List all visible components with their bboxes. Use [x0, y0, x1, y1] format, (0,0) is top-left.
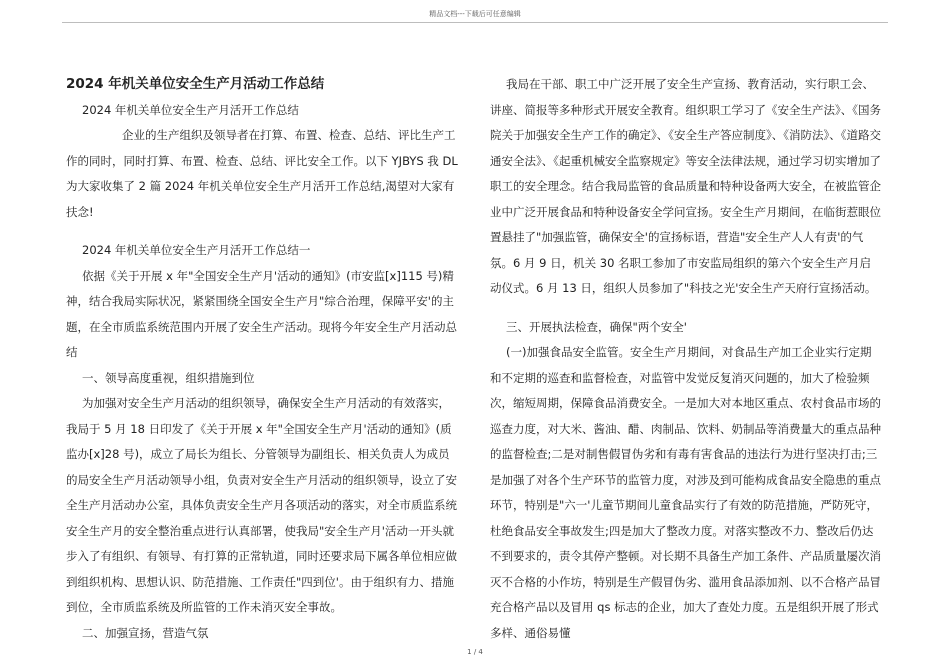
right-column [490, 72, 882, 646]
paragraph-food-safety: (一)加强食品安全监管。安全生产月期间，对食品生产加工企业实行定期和不定期的巡查和监督检查，对监管中发觉反复消灭问题的，加大了检验频次，缩短周期，保障食品消费安全。一是加大对本地区重点、农村食品市场的巡查力度，对大米、酱油、醋、肉制品、饮料、奶制品等消费量大的重点品种的监督检查;二是对制售假冒伪劣和有毒有害食品的违法行为进行坚决打击;三是加强了对各个生产环节的监管力度，对涉及到可能构成食品安全隐患的重点环节，特别是"六一'儿童节期间儿童食品实行了有效的防范措施，严防死守，杜绝食品安全事故发生;四是加大了整改力度。对落实整改不力、整改后仍达不到要求的，责令其停产整顿。对长期不具备生产加工条件、产品质量屡次消灭不合格的小作坊，特别是生产假冒伪劣、滥用食品添加剂、以不合格产品冒充合格产品以及冒用 qs 标志的企业，加大了查处力度。五是组织开展了形式多样、通俗易懂 [490, 345, 881, 640]
paragraph-publicity: 我局在干部、职工中广泛开展了安全生产宣扬、教育活动，实行职工会、讲座、简报等多种形式开展安全教育。组织职工学习了《安全生产法》、《国务院关于加强安全生产工作的确定》、《安全生产答应制度》、《消防法》、《道路交通安全法》、《起重机械安全监察规定》等安全法律法规，通过学习切实增加了职工的安全理念。结合我局监管的食品质量和特种设备两大安全，在被监管企业中广泛开展食品和特种设备安全学问宣扬。安全生产月期间，在临街惹眼位置悬挂了"加强监管，确保安全'的宣扬标语，营造"安全生产人人有责'的气氛。6 月 9 日，机关 30 名职工参加了市安监局组织的第六个安全生产月启动仪式。6 月 13 日，组织人员参加了"科技之光'安全生产天府行宣扬活动。 [490, 77, 881, 295]
section-title: 2024 年机关单位安全生产月活开工作总结一 [82, 243, 311, 257]
spacer [490, 302, 882, 315]
intro-paragraph: 企业的生产组织及领导者在打算、布置、检查、总结、评比生产工作的同时，同时打算、布置、检查、总结、评比安全工作。以下 YJBYS 我 DL 为大家收集了 2 篇 2024 年机关单位安全生产月活开工作总结,渴望对大家有扶念! [66, 128, 458, 219]
left-column [66, 72, 460, 646]
page-number: 1 / 4 [467, 648, 483, 656]
spacer [66, 225, 460, 238]
document-subtitle: 2024 年机关单位安全生产月活开工作总结 [82, 102, 299, 117]
header-divider [62, 22, 888, 23]
page-header: 精品文档---下载后可任意编辑 [429, 10, 521, 18]
heading-publicity: 二、加强宣扬，营造气氛 [82, 625, 209, 640]
heading-leadership: 一、领导高度重视，组织措施到位 [82, 370, 255, 385]
paragraph-basis: 依据《关于开展 x 年"全国安全生产月'活动的通知》(市安监[x]115 号)精神，结合我局实际状况，紧紧围绕全国安全生产月"综合治理，保障平安'的主题，在全市质监系统范围内开展了安全生产活动。现将今年安全生产月活动总结 [66, 268, 457, 359]
paragraph-leadership: 为加强对安全生产月活动的组织领导，确保安全生产月活动的有效落实，我局于 5 月 18 日印发了《关于开展 x 年"全国安全生产月'活动的通知》(质监办[x]28 号)，成立了局长为组长、分管领导为副组长、相关负责人为成员的局安全生产月活动领导小组，负责对安全生产月活动的组织领导，设立了安全生产月活动办公室，具体负责安全生产月各项活动的落实，对全市质监系统安全生产月的安全整治重点进行认真部署，使我局"安全生产月'活动一开头就步入了有组织、有领导、有打算的正常轨道，同时还要求局下属各单位相应做到组织机构、思想认识、防范措施、工作责任"四到位'。由于组织有力、措施到位，全市质监系统及所监管的工作未消灭安全事故。 [66, 396, 457, 614]
document-title: 2024 年机关单位安全生产月活动工作总结 [66, 76, 325, 92]
heading-inspection: 三、开展执法检查，确保"两个安全' [506, 319, 687, 334]
